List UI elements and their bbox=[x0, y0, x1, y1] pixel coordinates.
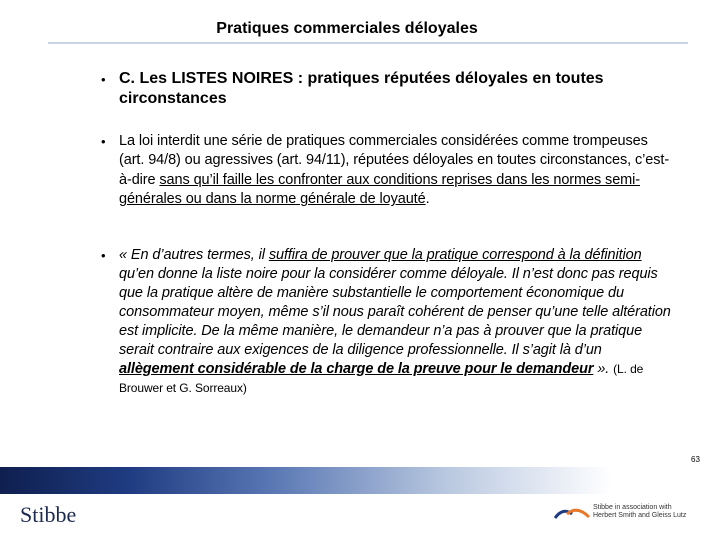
slide-title: Pratiques commerciales déloyales bbox=[216, 20, 478, 37]
title-divider bbox=[48, 42, 688, 44]
text-run: « En d’autres termes, il bbox=[119, 247, 269, 263]
text-run: La loi interdit une série de pratiques commerciales considérées comme trompeuses (art. 94/8) ou agressives (art. 94/11), réputées déloyales en toutes circonstances, c’est-à-dire bbox=[119, 133, 670, 188]
bullet-quote bbox=[119, 246, 671, 398]
bullet-heading: C. Les LISTES NOIRES : pratiques réputées déloyales en toutes circonstances bbox=[119, 70, 604, 107]
bullet-marker: • bbox=[101, 72, 106, 87]
stibbe-logo: Stibbe bbox=[20, 502, 77, 527]
page-number: 63 bbox=[691, 455, 700, 464]
bullet-paragraph-law bbox=[119, 132, 671, 210]
association-line-1: Stibbe in association with bbox=[593, 504, 672, 511]
bullet-marker: • bbox=[101, 134, 106, 149]
association-text bbox=[593, 504, 686, 520]
quote-source: (L. de Brouwer et G. Sorreaux) bbox=[119, 362, 644, 395]
bold-underlined-text: allègement considérable de la charge de la preuve pour le demandeur bbox=[119, 361, 594, 377]
underlined-text: sans qu’il faille les confronter aux conditions reprises dans les normes semi-générales ou dans la norme générale de loyauté bbox=[119, 171, 640, 208]
underlined-text: suffira de prouver que la pratique correspond à la définition bbox=[268, 247, 642, 263]
bullet-marker: • bbox=[101, 248, 106, 263]
footer-gradient-band bbox=[0, 467, 720, 494]
association-line-2: Herbert Smith and Gleiss Lutz bbox=[593, 512, 687, 519]
text-run: qu’en donne la liste noire pour la considérer comme déloyale. Il n’est donc pas requis que la pratique altère de manière substantielle le comportement économique du consommateur moyen, même s’il nous paraît cohérent de penser qu’une telle altération est implicite. De la même manière, le demandeur n’a pas à prouver que la pratique serait contraire aux exigences de la diligence professionnelle. Il s’agit là d’un bbox=[119, 266, 671, 358]
association-logo-icon bbox=[553, 505, 591, 519]
text-run: ». bbox=[593, 361, 614, 377]
text-run: . bbox=[425, 191, 430, 208]
